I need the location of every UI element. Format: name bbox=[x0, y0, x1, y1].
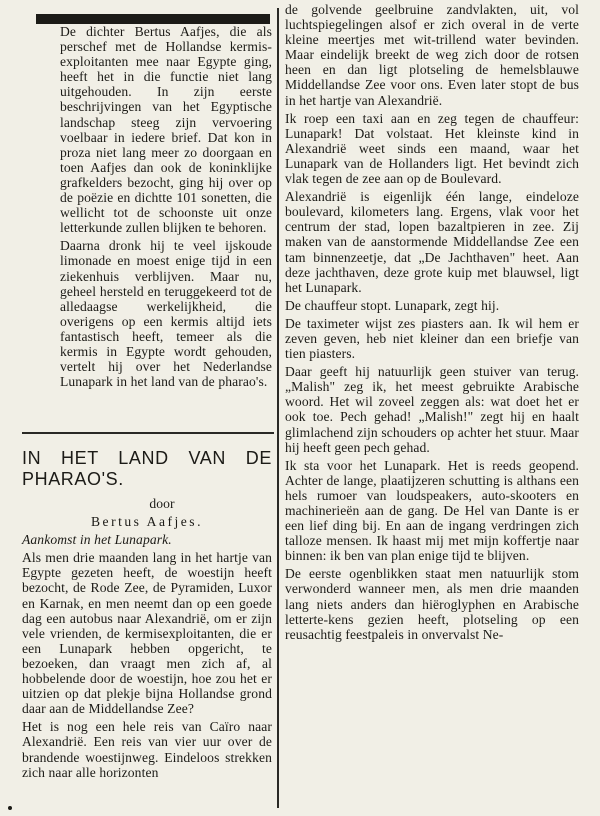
byline-author: Bertus Aafjes. bbox=[90, 514, 203, 530]
article-paragraph: De chauffeur stopt. Lunapark, zegt hij. bbox=[285, 297, 500, 313]
article-paragraph: Alexandrië is eigenlijk één lange, eindeloze boulevard, kilometers lang. Ergens, vlak voor het centrum der stad, lopen bazaltpieren in zee. Zij maken van de aanstormende Middellandse Zee een tam binnenzeetje, dat „De Jachthaven" heet. Aan deze jachthaven, deze grote kuip met blauwsel, ligt het Lunapark. bbox=[285, 189, 579, 295]
section-divider bbox=[22, 432, 274, 434]
article-subtitle: Aankomst in het Lunapark. bbox=[22, 532, 172, 548]
print-mark bbox=[8, 806, 12, 810]
article-paragraph: Het is nog een hele reis van Caïro naar Alexandrië. Een reis van vier uur over de brandende woestijnweg. Eindeloos strekken zich naar alle horizonten bbox=[22, 719, 272, 780]
article-left-column bbox=[22, 448, 272, 783]
article-paragraph: De taximeter wijst zes piasters aan. Ik wil hem er zeven geven, heb niet kleiner dan een briefje van tien piasters. bbox=[285, 315, 579, 362]
intro-paragraph: De dichter Bertus Aafjes, die als perschef met de Hollandse kermis-exploitanten mee naar Egypte ging, heeft het in die functie niet lang uitgehouden. In zijn eerste beschrijvingen van het Egyptische landschap steeg zijn vervoering voelbaar in iedere brief. Dat kon in proza niet lang meer zo doorgaan en toen Aafjes dan ook de koninklijke grafkelders bezocht, ging hij over op de poëzie en dichtte 101 sonetten, die wellicht tot de schoonste uit onze letterkunde zullen blijken te behoren. bbox=[60, 24, 272, 236]
intro-paragraph: Daarna dronk hij te veel ijskoude limonade en moest enige tijd in een ziekenhuis verblijven. Maar nu, geheel hersteld en teruggekeerd tot de alledaagse werkelijkheid, die overigens op een kermis altijd iets fantastisch heeft, temeer als die kermis in Egypte wordt gehouden, vertelt hij over het Nederlandse Lunapark in het land van de pharao's. bbox=[60, 238, 272, 390]
top-black-rule bbox=[36, 14, 270, 24]
article-paragraph: de golvende geelbruine zandvlakten, uit, vol luchtspiegelingen alsof er zich overal in de verte kleine meertjes met wit-trillend water bevinden. Maar eindelijk breekt de weg zich door de rotsen heen en dan ligt plotseling de hemelsblauwe Middellandse Zee voor ons. Even later stopt de bus in het hartje van Alexandrië. bbox=[285, 2, 579, 108]
byline-door: door bbox=[149, 496, 175, 511]
article-paragraph: Als men drie maanden lang in het hartje van Egypte gezeten heeft, de woestijn heeft bezocht, de Rode Zee, de Pyramiden, Luxor en Karnak, en men neemt dan op een goede dag een autobus naar Alexandrië, om er zijn vele vrienden, de kermisexploitanten, die er een Lunapark hebben opgericht, te bezoeken, dan vraagt men zich af, al hobbelende door de woestijn, hoe zou het er uitzien op dat plekje bijna Hollandse grond daar aan de Middellandse Zee? bbox=[22, 550, 272, 717]
intro-column bbox=[60, 24, 272, 392]
article-paragraph: Daar geeft hij natuurlijk geen stuiver van terug. „Malish" zeg ik, het meest gebruikte Arabische woord. Het wil zoveel zeggen als: wat doet het er ook toe. Pech gehad! „Malish!" zegt hij en haalt glimlachend zijn schouders op achter het stuur. Maar hij heeft geen pech gehad. bbox=[285, 364, 579, 455]
article-title: IN HET LAND VAN DE PHARAO'S. bbox=[22, 448, 272, 489]
article-paragraph: Ik roep een taxi aan en zeg tegen de chauffeur: Lunapark! Dat volstaat. Het kleinste kind in Alexandrië weet sinds een maand, waar het Lunapark van de Hollanders ligt. Het bevindt zich vlak tegen de zee aan op de Boulevard. bbox=[285, 110, 579, 187]
article-paragraph: Ik sta voor het Lunapark. Het is reeds geopend. Achter de lange, plaatijzeren schutting is althans een hels rumoer van loudspeakers, auto-skooters en machinerieën aan de gang. De Hel van Dante is er een lief ding bij. En aan de ingang verdringen zich talloze mensen. Ik haast mij met mijn koffertje naar binnen: ik ben van plan enige tijd te blijven. bbox=[285, 457, 579, 564]
article-right-column bbox=[285, 2, 579, 645]
article-paragraph: De eerste ogenblikken staat men natuurlijk stom verwonderd wanneer men, als men drie maanden lang niets anders dan hiëroglyphen en Arabische letterte-kens gezien heeft, plotseling op een reusachtig feestpaleis in onvervalst Ne- bbox=[285, 566, 579, 642]
column-divider bbox=[277, 8, 279, 808]
